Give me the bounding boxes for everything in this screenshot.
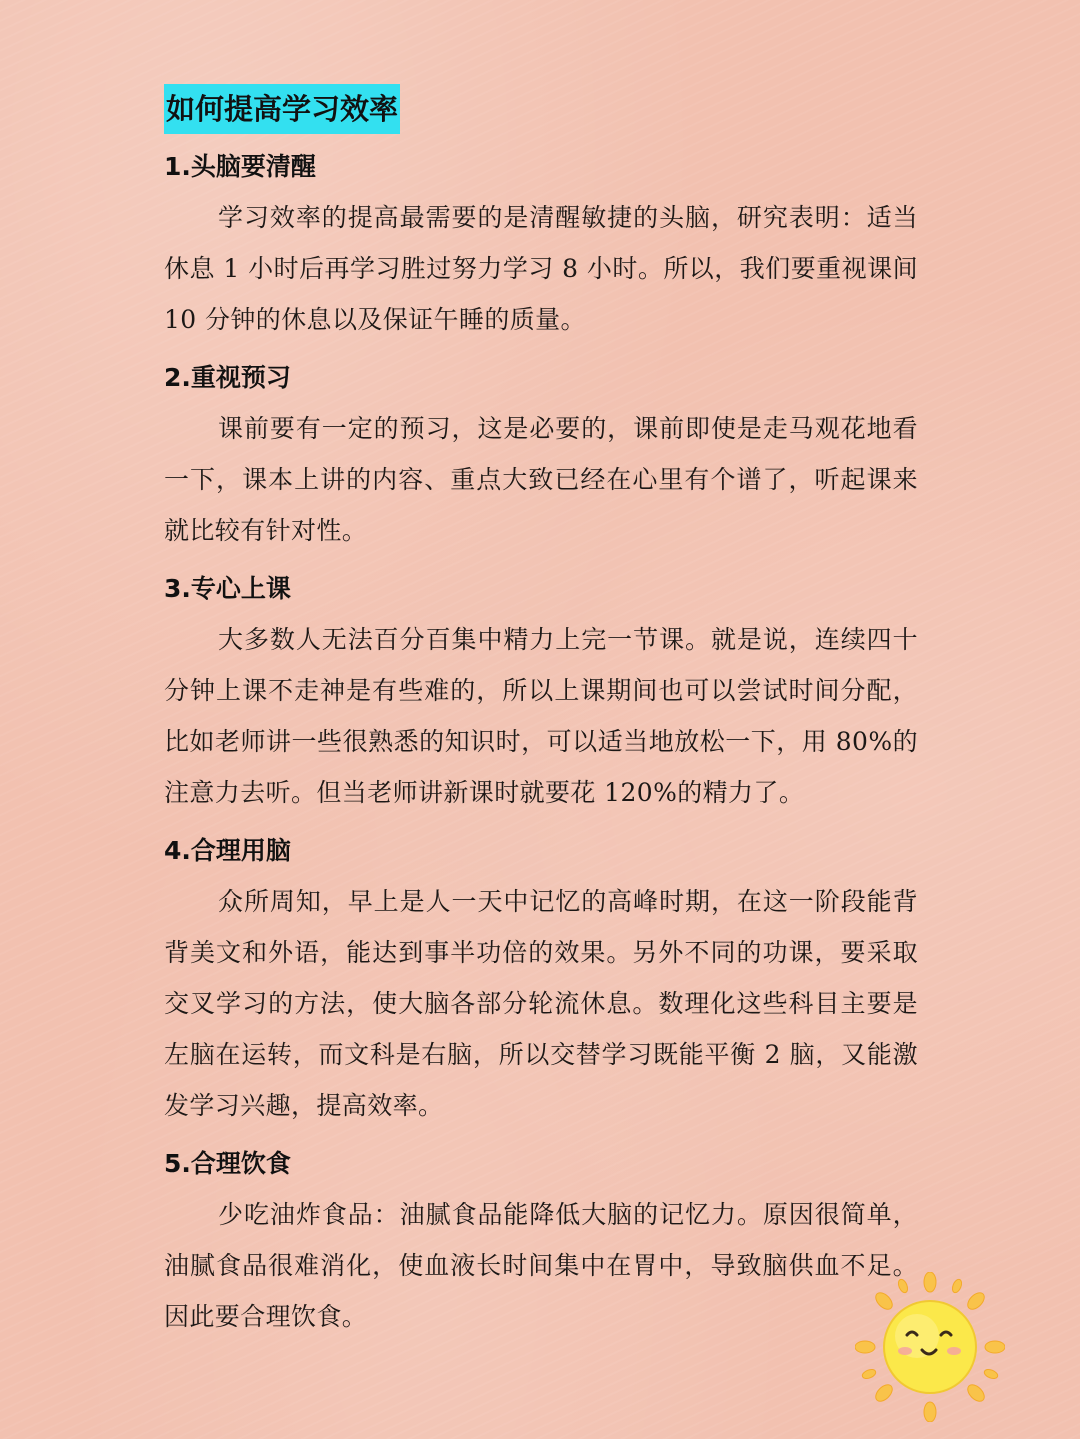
- section-paragraph: 少吃油炸食品：油腻食品能降低大脑的记忆力。原因很简单，油腻食品很难消化，使血液长时间集中在胃中，导致脑供血不足。因此要合理饮食。: [164, 1200, 918, 1331]
- section-heading: 1.头脑要清醒: [164, 152, 316, 181]
- section-1: [164, 142, 918, 345]
- section-2: [164, 353, 918, 556]
- section-heading: 5.合理饮食: [164, 1149, 291, 1178]
- section-heading: 3.专心上课: [164, 574, 291, 603]
- section-paragraph: 大多数人无法百分百集中精力上完一节课。就是说，连续四十分钟上课不走神是有些难的，所以上课期间也可以尝试时间分配，比如老师讲一些很熟悉的知识时，可以适当地放松一下，用 80%的注意力去听。但当老师讲新课时就要花 120%的精力了。: [164, 625, 918, 807]
- section-4: [164, 826, 918, 1131]
- article-title: 如何提高学习效率: [164, 84, 400, 134]
- section-paragraph: 学习效率的提高最需要的是清醒敏捷的头脑，研究表明：适当休息 1 小时后再学习胜过努力学习 8 小时。所以，我们要重视课间 10 分钟的休息以及保证午睡的质量。: [164, 203, 918, 334]
- section-heading: 4.合理用脑: [164, 836, 291, 865]
- section-heading: 2.重视预习: [164, 363, 291, 392]
- smiling-sun-icon: [855, 1272, 1005, 1422]
- section-3: [164, 564, 918, 818]
- section-5: [164, 1139, 918, 1342]
- article: [164, 84, 918, 1342]
- sun-cheek-right: [947, 1347, 961, 1355]
- sun-cheek-left: [898, 1347, 912, 1355]
- section-paragraph: 课前要有一定的预习，这是必要的，课前即使是走马观花地看一下，课本上讲的内容、重点大致已经在心里有个谱了，听起课来就比较有针对性。: [164, 414, 918, 545]
- section-paragraph: 众所周知，早上是人一天中记忆的高峰时期，在这一阶段能背背美文和外语，能达到事半功倍的效果。另外不同的功课，要采取交叉学习的方法，使大脑各部分轮流休息。数理化这些科目主要是左脑在运转，而文科是右脑，所以交替学习既能平衡 2 脑，又能激发学习兴趣，提高效率。: [164, 887, 918, 1120]
